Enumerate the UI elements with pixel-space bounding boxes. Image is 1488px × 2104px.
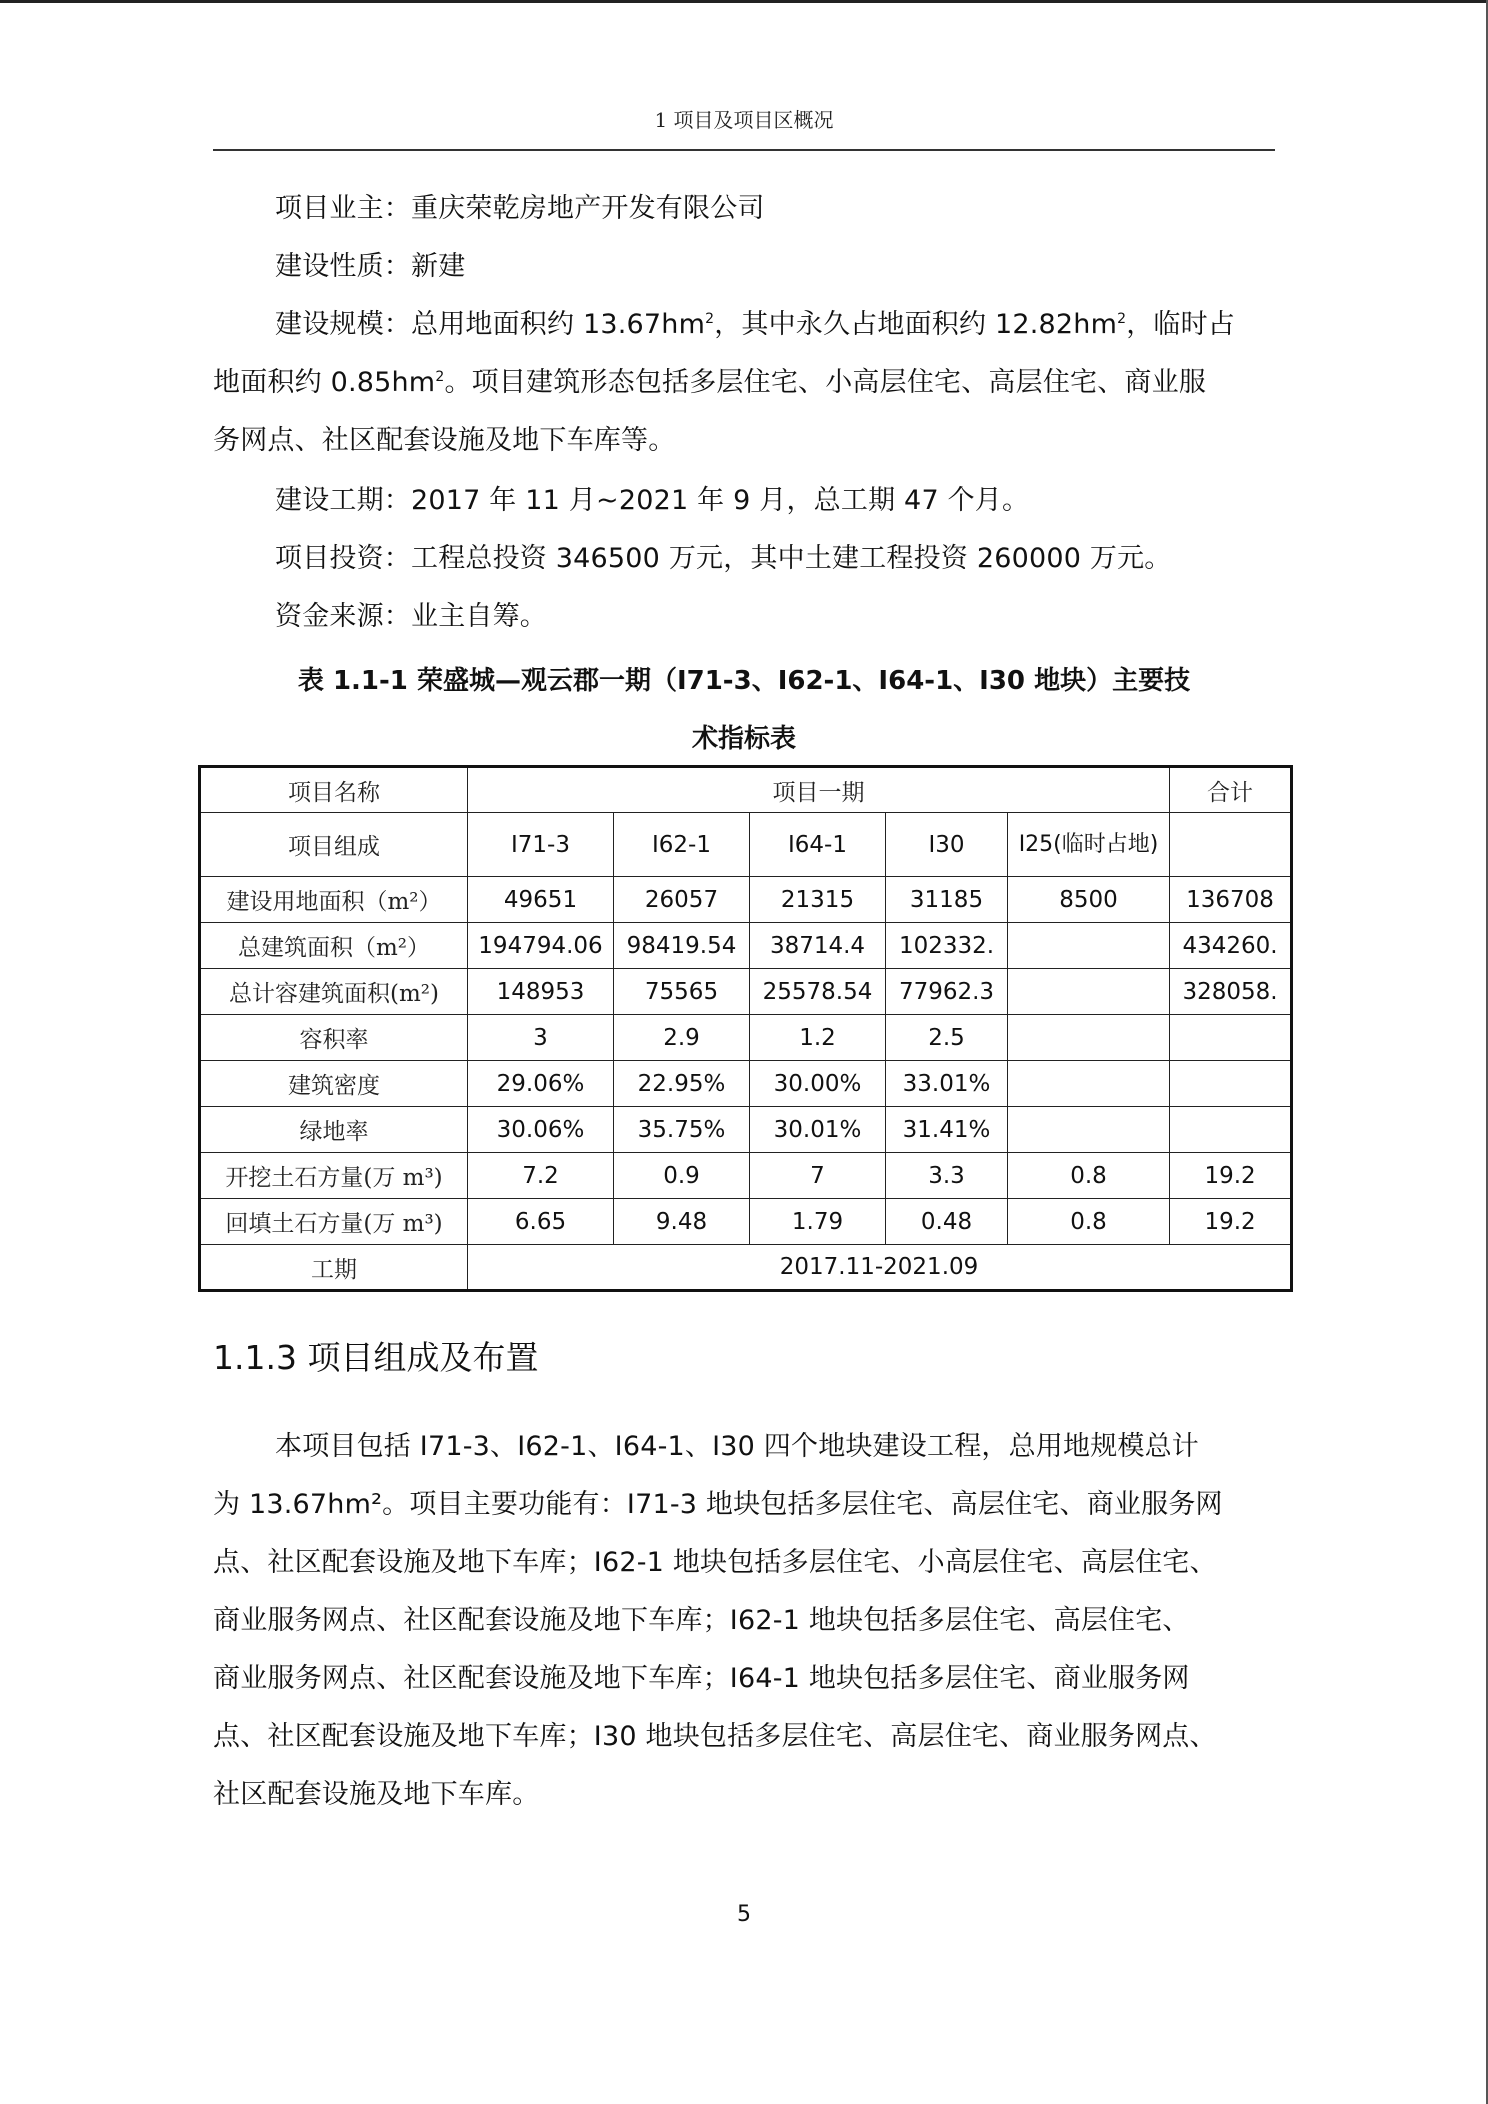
- table-cell: I71-3: [468, 813, 614, 877]
- table-cell: I30: [886, 813, 1008, 877]
- investment-line: 项目投资：工程总投资 346500 万元，其中土建工程投资 260000 万元。: [275, 543, 1172, 574]
- table-row: [200, 877, 1292, 923]
- table-cell: 1.2: [750, 1015, 886, 1061]
- page-top-border: [0, 0, 1488, 3]
- row-label: 绿地率: [200, 1107, 468, 1153]
- technical-indicators-table: [198, 765, 1293, 1292]
- table-cell: I62-1: [614, 813, 750, 877]
- table-cell: [1170, 1015, 1292, 1061]
- paragraph-line: 商业服务网点、社区配套设施及地下车库；I64-1 地块包括多层住宅、商业服务网: [213, 1663, 1190, 1694]
- row-label: 回填土石方量(万 m³): [200, 1199, 468, 1245]
- running-header: 1 项目及项目区概况: [654, 108, 834, 132]
- table-cell: 26057: [614, 877, 750, 923]
- page-number: 5: [737, 1902, 751, 1927]
- header-rule: [213, 149, 1275, 151]
- table-cell: 75565: [614, 969, 750, 1015]
- table-cell: 22.95%: [614, 1061, 750, 1107]
- paragraph-line: 点、社区配套设施及地下车库；I62-1 地块包括多层住宅、小高层住宅、高层住宅、: [213, 1547, 1217, 1578]
- row-label: 项目组成: [200, 813, 468, 877]
- table-row: [200, 1153, 1292, 1199]
- table-cell: 148953: [468, 969, 614, 1015]
- table-cell: 31.41%: [886, 1107, 1008, 1153]
- table-cell: [1170, 1061, 1292, 1107]
- paragraph-line: 本项目包括 I71-3、I62-1、I64-1、I30 四个地块建设工程，总用地规模总计: [275, 1431, 1200, 1462]
- scale-text-c: ，临时占: [1126, 309, 1236, 340]
- table-cell: I25(临时占地): [1008, 813, 1170, 877]
- table-cell: 31185: [886, 877, 1008, 923]
- paragraph-line: 商业服务网点、社区配套设施及地下车库；I62-1 地块包括多层住宅、高层住宅、: [213, 1605, 1190, 1636]
- nature-line: 建设性质：新建: [275, 251, 466, 282]
- table-cell: 49651: [468, 877, 614, 923]
- table-cell: 30.06%: [468, 1107, 614, 1153]
- table-cell: 35.75%: [614, 1107, 750, 1153]
- superscript: 2: [435, 369, 445, 385]
- owner-line: 项目业主：重庆荣乾房地产开发有限公司: [275, 193, 765, 224]
- table-cell: 33.01%: [886, 1061, 1008, 1107]
- table-cell: 30.01%: [750, 1107, 886, 1153]
- table-cell: [1008, 1107, 1170, 1153]
- table-cell: 0.48: [886, 1199, 1008, 1245]
- table-cell: 98419.54: [614, 923, 750, 969]
- table-cell: 77962.3: [886, 969, 1008, 1015]
- paragraph-line: 社区配套设施及地下车库。: [213, 1779, 540, 1810]
- table-cell: 136708: [1170, 877, 1292, 923]
- table-cell: 6.65: [468, 1199, 614, 1245]
- section-heading: 1.1.3 项目组成及布置: [213, 1338, 539, 1377]
- table-cell: 328058.: [1170, 969, 1292, 1015]
- table-cell: [1008, 1061, 1170, 1107]
- table-cell: 102332.: [886, 923, 1008, 969]
- header-project-name: 项目名称: [200, 767, 468, 813]
- header-total: 合计: [1170, 767, 1292, 813]
- table-cell: [1008, 969, 1170, 1015]
- scale-text-e: 。项目建筑形态包括多层住宅、小高层住宅、高层住宅、商业服: [444, 367, 1207, 398]
- table-row: [200, 1015, 1292, 1061]
- table-cell: 2.5: [886, 1015, 1008, 1061]
- row-label: 容积率: [200, 1015, 468, 1061]
- table-cell: 0.9: [614, 1153, 750, 1199]
- table-cell: [1008, 1015, 1170, 1061]
- table-cell: 3: [468, 1015, 614, 1061]
- table-caption-line-2: 术指标表: [691, 724, 796, 754]
- table-caption-line-1: 表 1.1-1 荣盛城—观云郡一期（I71-3、I62-1、I64-1、I30 地块）主要技: [297, 666, 1191, 696]
- table-row: [200, 1061, 1292, 1107]
- composition-row: [200, 813, 1292, 877]
- header-phase-one: 项目一期: [468, 767, 1170, 813]
- scale-line-3: 务网点、社区配套设施及地下车库等。: [213, 425, 676, 456]
- scale-line-1: [275, 308, 1337, 342]
- period-line: 建设工期：2017 年 11 月~2021 年 9 月，总工期 47 个月。: [275, 485, 1030, 516]
- table-cell: 19.2: [1170, 1153, 1292, 1199]
- superscript: 2: [705, 311, 715, 327]
- paragraph-line: 点、社区配套设施及地下车库；I30 地块包括多层住宅、高层住宅、商业服务网点、: [213, 1721, 1217, 1752]
- row-label: 总建筑面积（m²）: [200, 923, 468, 969]
- table-cell: 7.2: [468, 1153, 614, 1199]
- table-cell: 2.9: [614, 1015, 750, 1061]
- table-cell: 3.3: [886, 1153, 1008, 1199]
- superscript: 2: [1117, 311, 1127, 327]
- row-label: 工期: [200, 1245, 468, 1291]
- row-label: 建设用地面积（m²）: [200, 877, 468, 923]
- table-cell: 0.8: [1008, 1153, 1170, 1199]
- table-row: [200, 923, 1292, 969]
- funding-line: 资金来源：业主自筹。: [275, 601, 547, 632]
- scale-text-b: ，其中永久占地面积约 12.82hm: [714, 309, 1118, 340]
- table-cell: 38714.4: [750, 923, 886, 969]
- table-cell: 194794.06: [468, 923, 614, 969]
- table-header-row: [200, 767, 1292, 813]
- paragraph-line: 为 13.67hm²。项目主要功能有：I71-3 地块包括多层住宅、高层住宅、商业服务网: [213, 1489, 1223, 1520]
- table-cell: 0.8: [1008, 1199, 1170, 1245]
- table-cell: [1170, 813, 1292, 877]
- table-cell: 21315: [750, 877, 886, 923]
- schedule-row: [200, 1245, 1292, 1291]
- row-label: 建筑密度: [200, 1061, 468, 1107]
- row-label: 总计容建筑面积(m²): [200, 969, 468, 1015]
- table-cell: 1.79: [750, 1199, 886, 1245]
- table-cell: [1008, 923, 1170, 969]
- table-cell: I64-1: [750, 813, 886, 877]
- table-row: [200, 1199, 1292, 1245]
- row-label: 开挖土石方量(万 m³): [200, 1153, 468, 1199]
- table-cell: 19.2: [1170, 1199, 1292, 1245]
- table-cell: 30.00%: [750, 1061, 886, 1107]
- table-cell: 8500: [1008, 877, 1170, 923]
- table-cell: 434260.: [1170, 923, 1292, 969]
- table-cell: 29.06%: [468, 1061, 614, 1107]
- schedule-value: 2017.11-2021.09: [468, 1245, 1292, 1291]
- table-cell: 25578.54: [750, 969, 886, 1015]
- scale-line-2: [213, 366, 1275, 400]
- table-cell: [1170, 1107, 1292, 1153]
- table-row: [200, 969, 1292, 1015]
- scale-text-d: 地面积约 0.85hm: [213, 367, 436, 398]
- scale-text-a: 建设规模：总用地面积约 13.67hm: [275, 309, 706, 340]
- table-cell: 9.48: [614, 1199, 750, 1245]
- table-row: [200, 1107, 1292, 1153]
- table-cell: 7: [750, 1153, 886, 1199]
